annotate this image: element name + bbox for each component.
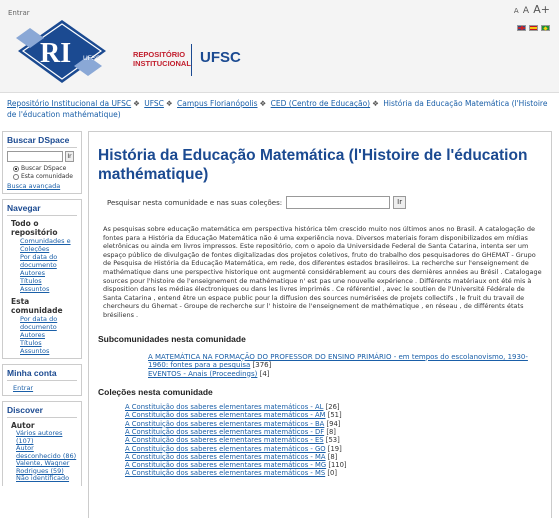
radio-selected-icon[interactable] <box>13 166 19 172</box>
subcommunity-item <box>148 353 542 370</box>
spanish-flag-icon[interactable] <box>529 25 538 31</box>
header-divider <box>191 44 192 76</box>
community-description: As pesquisas sobre educação matemática em perspectiva histórica têm crescido muito nos últimos anos no Brasil. A catalogação de fontes para a História da Educação Matemática não é uma experiência nova. Diversos materiais foram disponibilizados em mídias eletrônicas ou ainda em livros impressos. Este repositório, com o apoio da Universidade Federal de Santa Catarina, intenta ser um espaço público de divulgação de fontes digitalizadas dos projetos coletivos, fruto do trabalho dos pesquisadores do GHEMAT - Grupo de Pesquisa de História da Educação Matemática, em rede, dos diferentes estados brasileiros. La recherche sur l'enseignement de mathématique dans une perspective historique ont augmenté considérablement au cours des dernières années au Brésil . Catalogage sources pour l'histoire de l'enseignement de mathématique n' est pas une nouvelle expérience . Différents matériaux ont été mis à disposition dans les médias électroniques ou dans les livres imprimés . Ce référentiel , avec le soutien de l'Université Fédérale de Santa Catarina , entend être un espace public pour la diffusion des sources numérisées de projets collectifs , le fruit du travail de chercheurs du Ghemat - Groupe de recherche sur l' histoire de l'enseignement de mathématique , en réseau , de différents états brésiliens . <box>103 225 542 319</box>
collection-count: [8] <box>327 452 338 461</box>
breadcrumb-item[interactable]: UFSC <box>144 99 164 108</box>
collection-link[interactable]: A Constituição dos saberes elementares matemáticos - MG <box>125 461 327 470</box>
search-title: Buscar DSpace <box>7 135 77 148</box>
discover-title: Discover <box>7 405 77 418</box>
discover-item[interactable]: Vários autores (107) <box>16 429 63 445</box>
collection-item <box>125 436 542 444</box>
site-header <box>0 0 559 93</box>
nav-all-repository-list <box>20 237 77 293</box>
discover-facet-author: Autor <box>11 421 35 430</box>
breadcrumb-separator-icon: ❖ <box>259 99 267 108</box>
discover-item[interactable]: Valente, Wagner Rodrigues (59) <box>16 459 70 475</box>
breadcrumb <box>7 98 552 120</box>
nav-this-community-label: Esta comunidade <box>11 297 63 315</box>
community-search <box>107 196 542 209</box>
subcommunity-link[interactable]: A MATEMÁTICA NA FORMAÇÃO DO PROFESSOR DO ENSINO PRIMÁRIO - em tempos do escolanovismo, 1930-1960: fontes para a pesquisa <box>148 352 528 370</box>
breadcrumb-separator-icon: ❖ <box>372 99 379 108</box>
ri-ufsc-logo[interactable] <box>10 20 125 83</box>
account-login-link[interactable]: Entrar <box>13 384 34 392</box>
collection-link[interactable]: A Constituição dos saberes elementares matemáticos - ES <box>125 436 324 445</box>
scope-community-option[interactable]: Esta comunidade <box>13 173 77 180</box>
community-search-label: Pesquisar nesta comunidade e nas suas coleções: <box>107 198 283 207</box>
navigation-box <box>2 199 82 359</box>
collection-item <box>125 461 542 469</box>
collection-count: [110] <box>328 461 347 470</box>
nav-item-community-subjects[interactable]: Assuntos <box>20 347 50 355</box>
organization-name: UFSC <box>200 49 241 66</box>
collection-item <box>125 420 542 428</box>
english-flag-icon[interactable] <box>517 25 526 31</box>
logo-text: RI <box>40 38 72 69</box>
breadcrumb-separator-icon: ❖ <box>165 99 173 108</box>
radio-unselected-icon[interactable] <box>13 174 19 180</box>
scope-all-option[interactable]: Buscar DSpace <box>13 165 77 172</box>
main-content <box>88 131 552 518</box>
collection-item <box>125 428 542 436</box>
breadcrumb-item[interactable]: Repositório Institucional da UFSC <box>7 99 132 108</box>
collection-count: [94] <box>326 419 341 428</box>
collection-count: [26] <box>325 403 340 412</box>
discover-box <box>2 401 82 486</box>
discover-item[interactable]: Não identificado <box>16 474 70 482</box>
collection-count: [19] <box>327 444 342 453</box>
sidebar <box>2 131 82 491</box>
subcommunity-count: [376] <box>252 361 272 370</box>
font-size-controls <box>512 3 550 16</box>
font-size-medium[interactable]: A <box>522 6 530 16</box>
nav-this-community-list <box>20 315 77 355</box>
collection-count: [8] <box>326 427 336 436</box>
subcommunity-count: [4] <box>259 369 270 378</box>
collection-link[interactable]: A Constituição dos saberes elementares matemáticos - MS <box>125 469 326 478</box>
collection-link[interactable]: A Constituição dos saberes elementares matemáticos - AL <box>125 403 324 412</box>
nav-item-community-by-date[interactable]: Por data do documento <box>20 315 58 331</box>
collection-count: [51] <box>327 411 342 420</box>
collection-item <box>125 403 542 411</box>
sidebar-search-button[interactable]: Ir <box>65 151 74 162</box>
collection-link[interactable]: A Constituição dos saberes elementares matemáticos - MA <box>125 452 326 461</box>
page-title: História da Educação Matemática (l'Histoire de l'éducation mathématique) <box>98 147 528 183</box>
collection-item <box>125 469 542 477</box>
font-size-large[interactable]: A+ <box>533 3 550 16</box>
language-selector <box>517 25 550 31</box>
discover-item[interactable]: Autor desconhecido (86) <box>16 444 77 460</box>
community-search-button[interactable]: Ir <box>393 196 406 209</box>
collection-item <box>125 411 542 419</box>
collection-count: [53] <box>325 436 340 445</box>
login-link[interactable]: Entrar <box>8 9 30 17</box>
breadcrumb-current: História da Educação Matemática (l'Histoire de l'éducation mathématique) <box>7 99 548 119</box>
collections-list <box>125 403 542 478</box>
collection-link[interactable]: A Constituição dos saberes elementares matemáticos - BA <box>125 419 325 428</box>
brazil-flag-icon[interactable] <box>541 25 550 31</box>
collection-item <box>125 445 542 453</box>
search-box <box>2 131 82 194</box>
font-size-small[interactable]: A <box>513 7 519 15</box>
community-search-input[interactable] <box>286 196 390 209</box>
nav-item-communities[interactable]: Comunidades e Coleções <box>20 237 71 253</box>
nav-item-community-authors[interactable]: Autores <box>20 331 46 339</box>
nav-all-repository-label: Todo o repositório <box>11 219 58 237</box>
sidebar-search-input[interactable] <box>7 151 63 162</box>
account-box <box>2 364 82 396</box>
collection-link[interactable]: A Constituição dos saberes elementares matemáticos - DF <box>125 427 325 436</box>
collection-item <box>125 453 542 461</box>
collection-link[interactable]: A Constituição dos saberes elementares matemáticos - AM <box>125 411 326 420</box>
subcommunities-heading: Subcomunidades nesta comunidade <box>98 333 246 344</box>
advanced-search-link[interactable]: Busca avançada <box>7 182 61 190</box>
subcommunity-link[interactable]: EVENTOS - Anais (Proceedings) <box>148 369 258 378</box>
nav-item-authors[interactable]: Autores <box>20 269 46 277</box>
breadcrumb-item[interactable]: CED (Centro de Educação) <box>270 99 371 108</box>
nav-item-community-titles[interactable]: Títulos <box>20 339 42 347</box>
navigation-title: Navegar <box>7 203 77 216</box>
breadcrumb-separator-icon: ❖ <box>133 99 140 108</box>
logo-subtext: UFSC <box>83 55 101 62</box>
nav-item-subjects[interactable]: Assuntos <box>20 285 50 293</box>
account-title: Minha conta <box>7 368 77 381</box>
breadcrumb-item[interactable]: Campus Florianópolis <box>177 99 258 108</box>
repository-name: REPOSITÓRIO INSTITUCIONAL <box>133 50 191 68</box>
collection-count: [0] <box>327 469 337 478</box>
subcommunity-item <box>148 370 542 379</box>
nav-item-titles[interactable]: Títulos <box>20 277 42 285</box>
collection-link[interactable]: A Constituição dos saberes elementares matemáticos - GO <box>125 444 326 453</box>
nav-item-by-date[interactable]: Por data do documento <box>20 253 58 269</box>
collections-heading: Coleções nesta comunidade <box>98 387 213 398</box>
subcommunities-list <box>148 353 542 379</box>
